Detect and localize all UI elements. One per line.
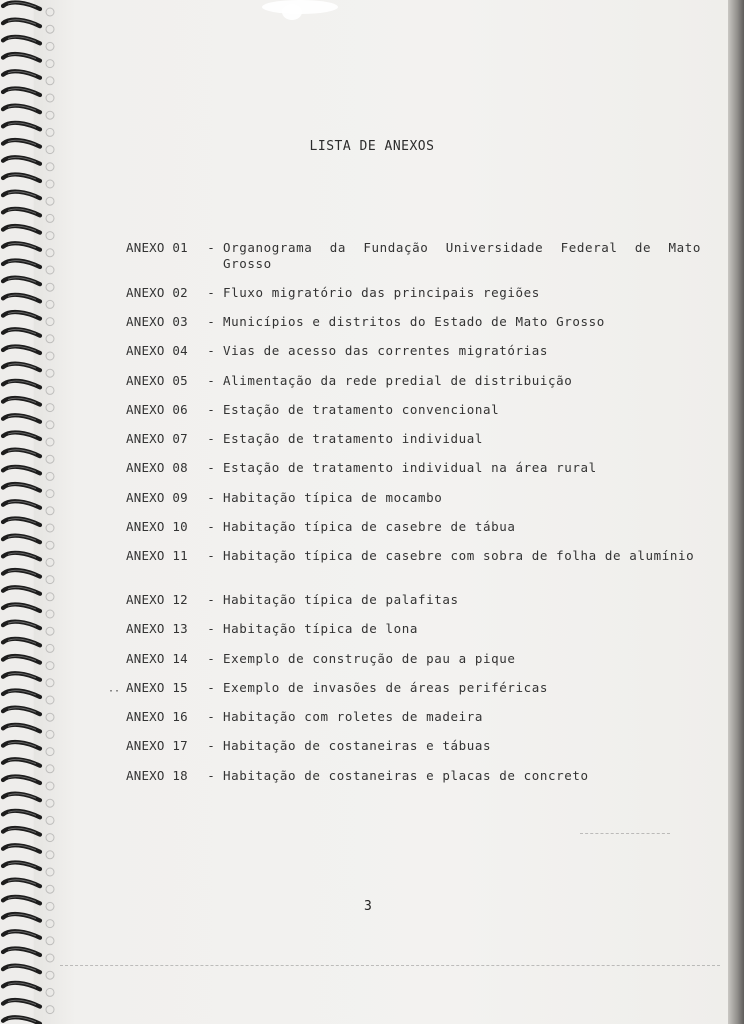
annex-code: ANEXO 12 — [126, 592, 188, 607]
annex-description: Estação de tratamento individual na área rural — [223, 460, 597, 475]
punch-hole — [46, 1006, 54, 1014]
annex-description: Habitação típica de palafitas — [223, 592, 459, 607]
annex-dash: - — [207, 402, 215, 417]
punch-hole — [46, 163, 54, 171]
punch-hole — [46, 352, 54, 360]
punch-hole — [46, 748, 54, 756]
punch-hole — [46, 232, 54, 240]
annex-code: ANEXO 09 — [126, 490, 188, 505]
punch-hole — [46, 266, 54, 274]
punch-hole — [46, 60, 54, 68]
annex-code: ANEXO 01 — [126, 240, 188, 255]
punch-hole — [46, 318, 54, 326]
annex-dash: - — [207, 548, 215, 563]
punch-hole — [46, 730, 54, 738]
annex-description: Organograma da Fundação Universidade Federal de Mato Grosso — [223, 240, 701, 271]
punch-hole — [46, 369, 54, 377]
annex-description: Habitação típica de casebre de tábua — [223, 519, 516, 534]
annex-dash: - — [207, 285, 215, 300]
annex-code: ANEXO 16 — [126, 709, 188, 724]
annex-dash: - — [207, 592, 215, 607]
annex-description: Habitação de costaneiras e placas de concreto — [223, 768, 589, 783]
annex-code: ANEXO 18 — [126, 768, 188, 783]
punch-hole — [46, 662, 54, 670]
punch-hole — [46, 851, 54, 859]
punch-hole — [46, 885, 54, 893]
annex-code: ANEXO 02 — [126, 285, 188, 300]
annex-description: Habitação de costaneiras e tábuas — [223, 738, 492, 753]
punch-hole — [46, 438, 54, 446]
annex-code: ANEXO 07 — [126, 431, 188, 446]
annex-description: Habitação típica de lona — [223, 621, 419, 636]
punch-hole — [46, 713, 54, 721]
punch-hole — [46, 834, 54, 842]
bleed-rule — [60, 965, 720, 966]
annex-dash: - — [207, 240, 215, 255]
punch-hole — [46, 283, 54, 291]
punch-hole — [46, 404, 54, 412]
punch-hole — [46, 386, 54, 394]
annex-description: Municípios e distritos do Estado de Mato Grosso — [223, 314, 605, 329]
punch-hole — [46, 94, 54, 102]
page-number: 3 — [364, 899, 372, 914]
annex-code: ANEXO 04 — [126, 343, 188, 358]
punch-hole — [46, 455, 54, 463]
annex-description: Estação de tratamento convencional — [223, 402, 500, 417]
paper-scuff — [282, 4, 302, 20]
annex-description: Habitação típica de casebre com sobra de folha de alumínio — [223, 548, 695, 563]
annex-dash: - — [207, 519, 215, 534]
annex-dash: - — [207, 709, 215, 724]
annex-dash: - — [207, 373, 215, 388]
punch-hole — [46, 954, 54, 962]
punch-hole — [46, 25, 54, 33]
annex-code: ANEXO 08 — [126, 460, 188, 475]
punch-hole — [46, 490, 54, 498]
punch-hole — [46, 197, 54, 205]
annex-dash: - — [207, 490, 215, 505]
punch-hole — [46, 8, 54, 16]
annex-dash: - — [207, 343, 215, 358]
punch-hole — [46, 988, 54, 996]
stray-mark: ·· — [108, 686, 121, 697]
annex-dash: - — [207, 431, 215, 446]
annex-description: Fluxo migratório das principais regiões — [223, 285, 540, 300]
punch-hole — [46, 610, 54, 618]
punch-hole — [46, 558, 54, 566]
page-title: LISTA DE ANEXOS — [309, 139, 435, 154]
punch-hole — [46, 868, 54, 876]
punch-hole — [46, 300, 54, 308]
annex-dash: - — [207, 460, 215, 475]
annex-code: ANEXO 05 — [126, 373, 188, 388]
punch-hole — [46, 576, 54, 584]
annex-code: ANEXO 13 — [126, 621, 188, 636]
punch-hole — [46, 971, 54, 979]
annex-code: ANEXO 17 — [126, 738, 188, 753]
punch-hole — [46, 42, 54, 50]
punch-hole — [46, 816, 54, 824]
annex-dash: - — [207, 651, 215, 666]
punch-hole — [46, 765, 54, 773]
punch-hole — [46, 541, 54, 549]
punch-hole — [46, 644, 54, 652]
annex-dash: - — [207, 680, 215, 695]
annex-description: Estação de tratamento individual — [223, 431, 484, 446]
annex-code: ANEXO 10 — [126, 519, 188, 534]
annex-code: ANEXO 15 — [126, 680, 188, 695]
punch-hole — [46, 799, 54, 807]
annex-description: Habitação com roletes de madeira — [223, 709, 484, 724]
punch-hole — [46, 679, 54, 687]
punch-hole — [46, 920, 54, 928]
annex-code: ANEXO 14 — [126, 651, 188, 666]
punch-hole — [46, 128, 54, 136]
punch-hole — [46, 524, 54, 532]
punch-hole — [46, 472, 54, 480]
annex-code: ANEXO 06 — [126, 402, 188, 417]
punch-hole — [46, 180, 54, 188]
punch-hole — [46, 335, 54, 343]
punch-hole — [46, 77, 54, 85]
punch-hole — [46, 627, 54, 635]
punch-hole — [46, 902, 54, 910]
punch-hole — [46, 937, 54, 945]
punch-hole — [46, 507, 54, 515]
annex-dash: - — [207, 314, 215, 329]
annex-dash: - — [207, 768, 215, 783]
punch-hole — [46, 249, 54, 257]
annex-code: ANEXO 03 — [126, 314, 188, 329]
annex-code: ANEXO 11 — [126, 548, 188, 563]
annex-description: Alimentação da rede predial de distribuição — [223, 373, 573, 388]
annex-description: Vias de acesso das correntes migratórias — [223, 343, 549, 358]
annex-dash: - — [207, 621, 215, 636]
punch-hole — [46, 111, 54, 119]
annex-description: Exemplo de invasões de áreas periféricas — [223, 680, 549, 695]
punch-hole — [46, 782, 54, 790]
punch-hole — [46, 421, 54, 429]
annex-description: Exemplo de construção de pau a pique — [223, 651, 516, 666]
bleed-rule — [580, 833, 670, 834]
annex-dash: - — [207, 738, 215, 753]
annex-description: Habitação típica de mocambo — [223, 490, 443, 505]
punch-hole — [46, 214, 54, 222]
punch-hole — [46, 696, 54, 704]
punch-hole — [46, 593, 54, 601]
